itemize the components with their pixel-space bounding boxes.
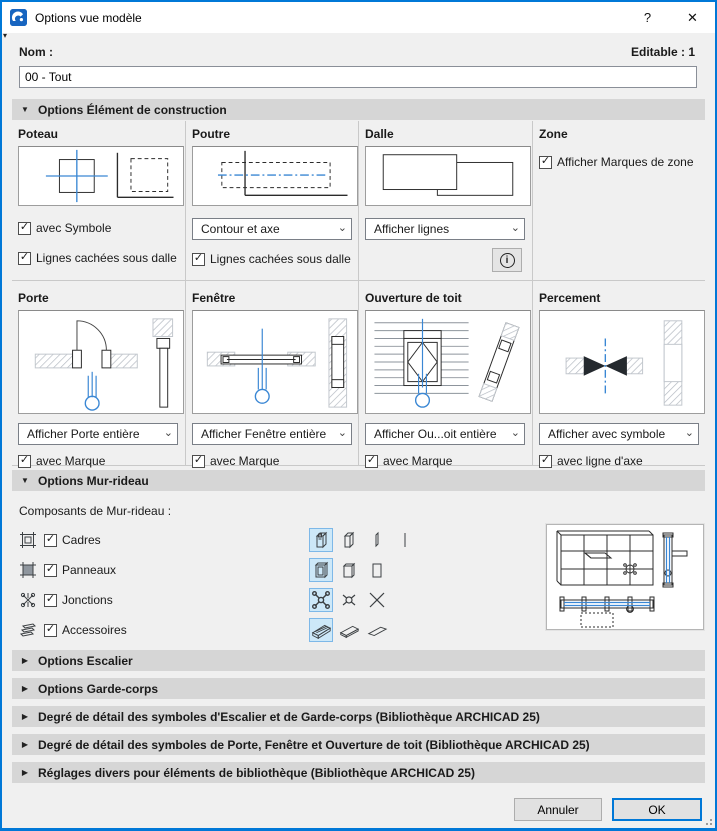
- avec-marque-checkbox-row: [365, 454, 532, 468]
- panel-porte: [12, 281, 186, 466]
- cadres-option-detailed[interactable]: [309, 528, 333, 552]
- section-title: Options Élément de construction: [38, 102, 227, 117]
- checkbox[interactable]: ✓: [540, 154, 551, 167]
- section-title: Options Mur-rideau: [38, 473, 149, 488]
- section-title: Degré de détail des symboles d'Escalier et de Garde-corps (Bibliothèque ARCHICAD 25): [38, 709, 540, 724]
- panneaux-checkbox-row: [44, 563, 116, 577]
- checkbox[interactable]: ✓: [45, 622, 56, 635]
- section-header-escalier[interactable]: [12, 650, 705, 671]
- cadres-icon: [19, 531, 37, 549]
- panneaux-options: [309, 555, 417, 585]
- jonctions-option-x[interactable]: [365, 588, 389, 612]
- cadres-option-plane[interactable]: [365, 528, 389, 552]
- curtain-display-options: [309, 525, 417, 645]
- dalle-preview-image: [365, 146, 531, 206]
- section-header-detail-escalier[interactable]: [12, 706, 705, 727]
- cancel-button[interactable]: Annuler: [514, 798, 602, 821]
- cadres-options: [309, 525, 417, 555]
- checkbox-label: Lignes cachées sous dalle: [210, 252, 351, 266]
- checkbox-label: Afficher Marques de zone: [557, 155, 694, 169]
- panel-title: Ouverture de toit: [365, 291, 462, 305]
- panel-title: Poutre: [192, 127, 231, 141]
- accessoires-option-flat[interactable]: [365, 618, 389, 642]
- cadres-option-simple[interactable]: [337, 528, 361, 552]
- info-button[interactable]: [492, 248, 522, 272]
- panneaux-icon: [19, 561, 37, 579]
- checkbox-label: avec ligne d'axe: [557, 454, 643, 468]
- curtain-components-label: Composants de Mur-rideau :: [19, 504, 172, 518]
- avec-marque-checkbox-row: [18, 454, 185, 468]
- close-button[interactable]: ✕: [687, 9, 698, 25]
- jonctions-checkbox-row: [44, 593, 113, 607]
- fenetre-dropdown[interactable]: Afficher Fenêtre entière ⌄: [192, 423, 352, 445]
- name-input[interactable]: [19, 66, 697, 88]
- checkbox[interactable]: ✓: [45, 532, 56, 545]
- name-row: [19, 45, 695, 59]
- fenetre-preview-image: [192, 310, 358, 414]
- panel-poutre: [186, 121, 359, 281]
- row-accessoires: [19, 615, 127, 645]
- chevron-down-icon: ⌄: [510, 221, 520, 234]
- accessoires-icon: [19, 621, 37, 639]
- lignes-cachees-checkbox-row: [192, 252, 358, 266]
- panel-title: Poteau: [18, 127, 59, 141]
- section-title: Options Garde-corps: [38, 681, 159, 696]
- checkbox-label: Lignes cachées sous dalle: [36, 251, 177, 265]
- poutre-dropdown[interactable]: Contour et axe ⌄: [192, 218, 352, 240]
- panneaux-option-detailed[interactable]: [309, 558, 333, 582]
- curtain-component-list: [19, 525, 127, 645]
- construction-grid: [12, 121, 705, 466]
- accessoires-option-detailed[interactable]: [309, 618, 333, 642]
- row-jonctions: [19, 585, 127, 615]
- dialog-body: [2, 33, 715, 828]
- dalle-dropdown[interactable]: Afficher lignes ⌄: [365, 218, 525, 240]
- triangle-expanded-icon: ▼: [21, 476, 29, 485]
- chevron-down-icon: ⌄: [684, 426, 694, 439]
- panel-poteau: [12, 121, 186, 281]
- panel-title: Percement: [539, 291, 601, 305]
- info-icon: i: [500, 253, 515, 268]
- checkbox[interactable]: ✓: [19, 453, 30, 466]
- accessoires-checkbox-row: [44, 623, 127, 637]
- jonctions-options: [309, 585, 417, 615]
- checkbox[interactable]: ✓: [193, 453, 204, 466]
- poutre-preview-image: [192, 146, 358, 206]
- section-header-mur-rideau[interactable]: [12, 470, 705, 491]
- checkbox[interactable]: ✓: [19, 250, 30, 263]
- accessoires-option-slab[interactable]: [337, 618, 361, 642]
- resize-grip[interactable]: [703, 816, 713, 826]
- cadres-option-line[interactable]: [393, 528, 417, 552]
- chevron-down-icon: ⌄: [510, 426, 520, 439]
- checkbox[interactable]: ✓: [19, 220, 30, 233]
- checkbox[interactable]: ✓: [45, 592, 56, 605]
- ok-button[interactable]: OK: [612, 798, 702, 821]
- jonctions-icon: [19, 591, 37, 609]
- checkbox-label: Accessoires: [62, 623, 127, 637]
- checkbox[interactable]: ✓: [45, 562, 56, 575]
- title-bar: [2, 2, 715, 33]
- checkbox-label: Jonctions: [62, 593, 113, 607]
- checkbox-label: Cadres: [62, 533, 101, 547]
- checkbox-label: avec Marque: [210, 454, 280, 468]
- chevron-down-icon: ⌄: [337, 221, 347, 234]
- editable-count: Editable : 1: [630, 45, 695, 59]
- porte-dropdown[interactable]: Afficher Porte entière ⌄: [18, 423, 178, 445]
- row-panneaux: [19, 555, 127, 585]
- jonctions-option-detailed[interactable]: [309, 588, 333, 612]
- panel-zone: [533, 121, 705, 281]
- panel-title: Dalle: [365, 127, 394, 141]
- ouverture-toit-dropdown[interactable]: Afficher Ou...oit entière ⌄: [365, 423, 525, 445]
- cadres-checkbox-row: [44, 533, 101, 547]
- checkbox[interactable]: ✓: [193, 251, 204, 264]
- triangle-collapsed-icon: ▶: [21, 712, 29, 721]
- ligne-axe-checkbox-row: [539, 454, 705, 468]
- porte-preview-image: [18, 310, 184, 414]
- lignes-cachees-checkbox-row: [18, 251, 185, 265]
- help-button[interactable]: ?: [643, 10, 652, 25]
- avec-symbole-checkbox-row: [18, 221, 185, 235]
- section-title: Degré de détail des symboles de Porte, Fenêtre et Ouverture de toit (Bibliothèque ARCHICAD 25): [38, 737, 590, 752]
- curtain-wall-preview-image: [547, 525, 703, 629]
- name-label: Nom :: [19, 45, 53, 59]
- row-cadres: [19, 525, 127, 555]
- accessoires-options: [309, 615, 417, 645]
- checkbox-label: avec Marque: [383, 454, 453, 468]
- panel-title: Zone: [539, 127, 568, 141]
- chevron-down-icon: ⌄: [337, 426, 347, 439]
- panneaux-option-box[interactable]: [337, 558, 361, 582]
- marques-zone-checkbox-row: [539, 155, 705, 169]
- avec-marque-checkbox-row: [192, 454, 358, 468]
- triangle-collapsed-icon: ▶: [21, 768, 29, 777]
- window-title: Options vue modèle: [35, 10, 142, 25]
- panel-dalle: [359, 121, 533, 281]
- section-header-reglages-divers[interactable]: [12, 762, 705, 783]
- ouverture-toit-preview-image: [365, 310, 531, 414]
- panel-ouverture-toit: [359, 281, 533, 466]
- checkbox-label: avec Symbole: [36, 221, 112, 235]
- jonctions-option-circle[interactable]: [337, 588, 361, 612]
- checkbox-label: Panneaux: [62, 563, 117, 577]
- panel-fenetre: [186, 281, 359, 466]
- checkbox[interactable]: ✓: [540, 453, 551, 466]
- checkbox[interactable]: ✓: [366, 453, 377, 466]
- section-header-garde-corps[interactable]: [12, 678, 705, 699]
- archicad-logo-icon: [10, 9, 27, 26]
- triangle-collapsed-icon: ▶: [21, 684, 29, 693]
- section-header-detail-porte[interactable]: [12, 734, 705, 755]
- panel-title: Fenêtre: [192, 291, 236, 305]
- checkbox-label: avec Marque: [36, 454, 106, 468]
- percement-dropdown[interactable]: Afficher avec symbole ⌄: [539, 423, 699, 445]
- percement-preview-image: [539, 310, 705, 414]
- curtain-wall-preview: [546, 524, 704, 630]
- triangle-collapsed-icon: ▶: [21, 656, 29, 665]
- poteau-preview-image: [18, 146, 184, 206]
- triangle-expanded-icon: ▼: [21, 105, 29, 114]
- section-title: Réglages divers pour éléments de bibliothèque (Bibliothèque ARCHICAD 25): [38, 765, 475, 780]
- chevron-down-icon: ⌄: [163, 426, 173, 439]
- panel-title: Porte: [18, 291, 49, 305]
- panel-percement: [533, 281, 705, 466]
- section-title: Options Escalier: [38, 653, 133, 668]
- panneaux-option-flat[interactable]: [365, 558, 389, 582]
- triangle-collapsed-icon: ▶: [21, 740, 29, 749]
- section-header-construction[interactable]: [12, 99, 705, 120]
- pane-splitter-icon: ▾: [3, 31, 8, 40]
